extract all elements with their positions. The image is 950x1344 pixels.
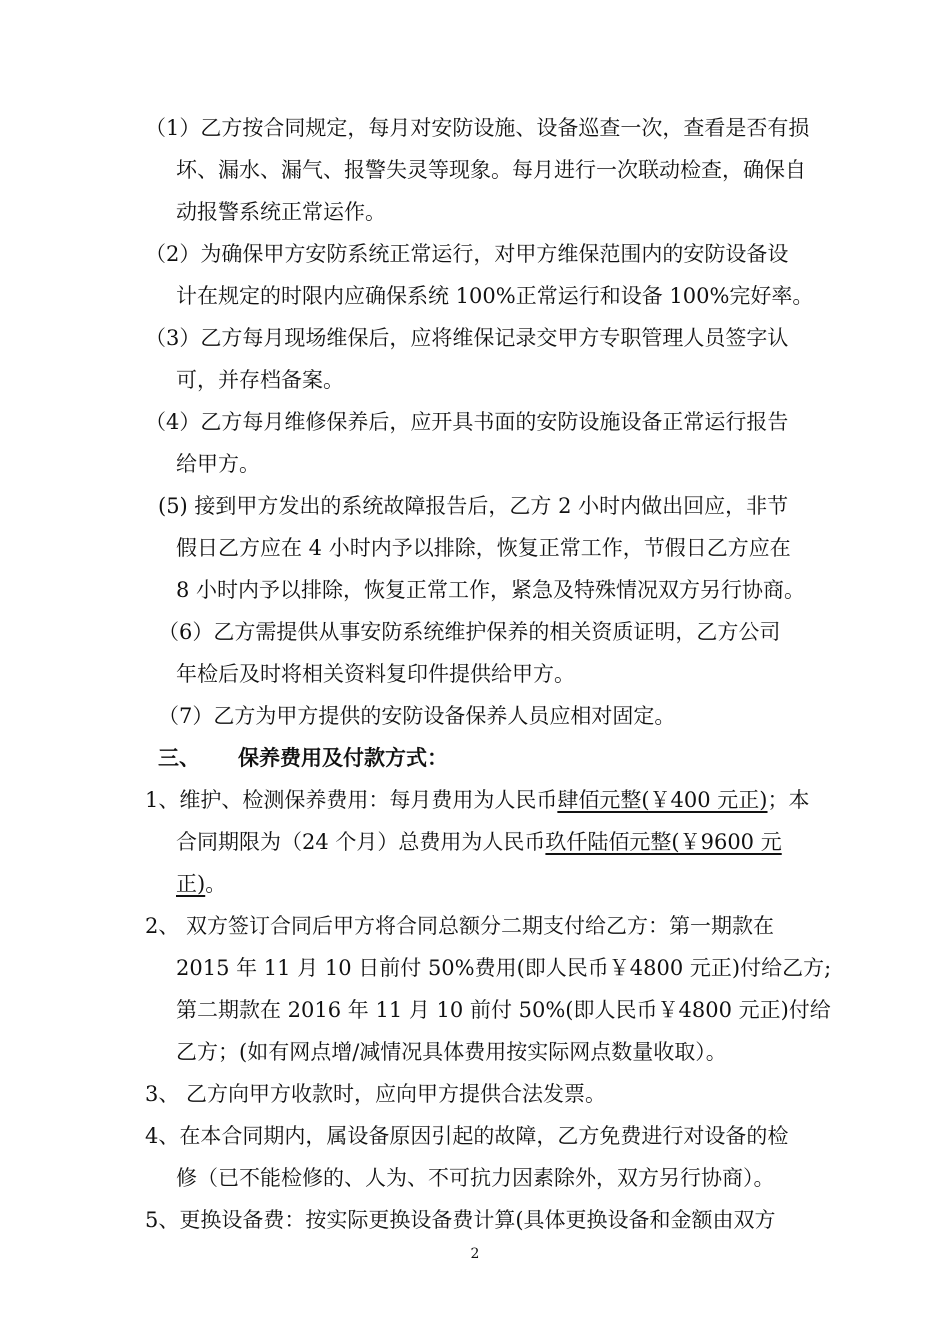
clause-2-line-2: 计在规定的时限内应确保系统 100%正常运行和设备 100%完好率。 [176,284,814,308]
clause-2-line-1: （2）为确保甲方安防系统正常运行，对甲方维保范围内的安防设备设 [145,242,789,266]
clause-6-line-1: （6）乙方需提供从事安防系统维护保养的相关资质证明，乙方公司 [158,620,781,644]
clause-5-line-2: 假日乙方应在 4 小时内予以排除，恢复正常工作，节假日乙方应在 [176,536,791,560]
clause-7-line-1: （7）乙方为甲方提供的安防设备保养人员应相对固定。 [158,704,676,728]
payment-line-4: 乙方；(如有网点增/减情况具体费用按实际网点数量收取）。 [176,1040,727,1064]
fee-line-3 [176,863,226,905]
total-fee-amount: 玖仟陆佰元整(￥9600 元 [545,830,782,854]
clause-1-line-2: 坏、漏水、漏气、报警失灵等现象。每月进行一次联动检查，确保自 [176,158,806,182]
monthly-fee-amount: 肆佰元整(￥400 元正) [557,788,768,812]
clause-6-line-2: 年检后及时将相关资料复印件提供给甲方。 [176,662,575,686]
page-number: 2 [470,1246,480,1262]
payment-line-2: 2015 年 11 月 10 日前付 50%费用(即人民币￥4800 元正)付给乙方; [176,956,832,980]
payment-line-3: 第二期款在 2016 年 11 月 10 前付 50%(即人民币￥4800 元正)付给 [176,998,831,1022]
repair-line-1: 4、在本合同期内，属设备原因引起的故障，乙方免费进行对设备的检 [145,1124,789,1148]
payment-line-1: 2、 双方签订合同后甲方将合同总额分二期支付给乙方：第一期款在 [145,914,775,938]
fee-text: 。 [205,872,227,896]
invoice-line-1: 3、 乙方向甲方收款时，应向甲方提供合法发票。 [145,1082,607,1106]
replacement-line-1: 5、更换设备费：按实际更换设备费计算(具体更换设备和金额由双方 [145,1208,776,1232]
section-title: 保养费用及付款方式： [238,745,448,770]
fee-line-2 [176,821,782,863]
clause-4-line-1: （4）乙方每月维修保养后，应开具书面的安防设施设备正常运行报告 [145,410,789,434]
section-number: 三、 [158,745,200,770]
fee-text: 1、维护、检测保养费用：每月费用为人民币 [145,788,558,812]
clause-1-line-1: （1）乙方按合同规定，每月对安防设施、设备巡查一次，查看是否有损 [145,116,810,140]
fee-text: 合同期限为（24 个月）总费用为人民币 [176,830,546,854]
clause-5-line-3: 8 小时内予以排除，恢复正常工作，紧急及特殊情况双方另行协商。 [176,578,806,602]
total-fee-amount-end: 正) [176,872,206,896]
clause-1-line-3: 动报警系统正常运作。 [176,200,386,224]
repair-line-2: 修（已不能检修的、人为、不可抗力因素除外，双方另行协商）。 [176,1166,775,1190]
clause-4-line-2: 给甲方。 [176,452,260,476]
fee-line-1 [145,779,810,821]
clause-5-line-1: (5) 接到甲方发出的系统故障报告后，乙方 2 小时内做出回应，非节 [158,494,789,518]
clause-3-line-1: （3）乙方每月现场维保后，应将维保记录交甲方专职管理人员签字认 [145,326,789,350]
fee-text: ；本 [767,788,810,812]
section-heading [158,737,448,779]
clause-3-line-2: 可，并存档备案。 [176,368,344,392]
